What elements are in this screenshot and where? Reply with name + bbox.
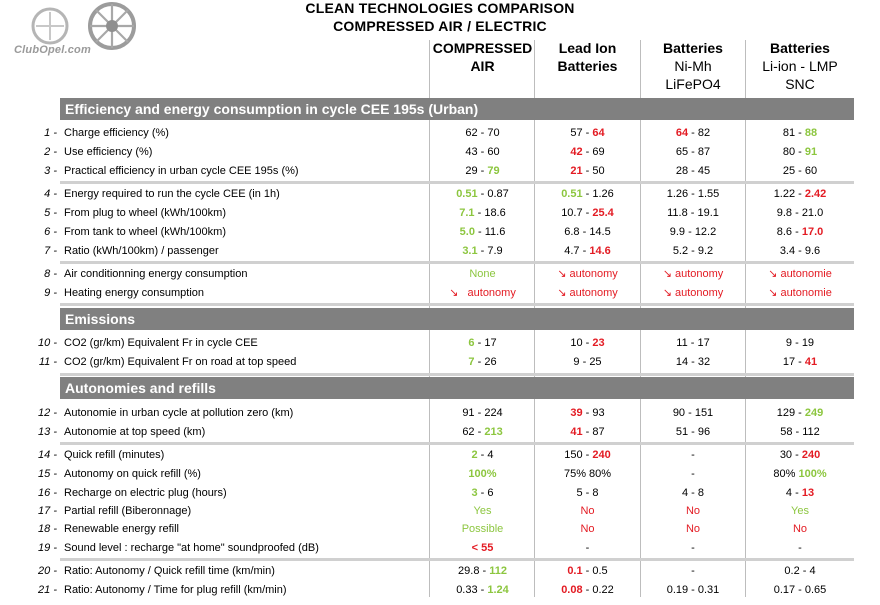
row-number: 9 - [44,287,57,299]
cell-value: 11 - 17 [676,337,710,349]
cell-value: - 7.9 [477,245,503,257]
table-cell [746,520,854,539]
cell-value: 129 - [776,407,805,419]
table-cell [746,465,854,484]
cell-value: 39 [570,407,583,419]
cell-value: - 0.22 [582,584,614,596]
row-label: From tank to wheel (kWh/100km) [64,226,226,238]
cell-value: 0.17 - 0.65 [773,584,827,596]
cell-value: - 0.5 [582,565,608,577]
section-header-emissions: Emissions [60,308,854,330]
cell-value: 3.4 - 9.6 [779,245,821,257]
column-header-liion [746,39,854,95]
cell-value: - 6 [477,487,494,499]
cell-value: 58 - 112 [780,426,820,438]
table-row [0,124,880,143]
cell-value: ↘ autonomy [557,268,618,280]
cell-value: 5.0 [459,226,475,238]
table-cell [746,502,854,521]
column-header-line: Ni-Mh [674,58,712,74]
column-header-nimh [641,39,745,95]
cell-value: 65 - 87 [675,146,711,158]
cell-value: No [580,523,595,535]
column-header-lead-ion [535,39,640,95]
cell-value: No [685,505,701,517]
column-header-line: SNC [785,76,815,92]
cell-value: No [580,505,595,517]
row-number: 11 - [38,356,57,368]
cell-value: Yes [791,505,809,517]
cell-value: 11.8 - 19.1 [667,207,719,219]
table-cell [535,334,640,353]
table-cell [535,162,640,181]
cell-value: 80 - [782,146,805,158]
cell-value: - 82 [688,127,711,139]
row-separator [60,181,854,184]
table-cell [641,423,745,442]
table-row [0,143,880,162]
table-cell [431,242,534,261]
cell-value: 28 - 45 [675,165,711,177]
cell-value: - 26 [474,356,497,368]
table-cell [641,465,745,484]
cell-value: 0.2 - 4 [784,565,816,577]
table-cell [746,284,854,303]
row-separator [60,303,854,306]
cell-value: 2.42 [804,188,827,200]
cell-value: 43 - 60 [465,146,500,158]
cell-value: 1.24 [487,584,509,596]
table-cell [641,223,745,242]
cell-value: 79 [487,165,500,177]
cell-value: 75% 80% [563,468,612,480]
table-cell [535,502,640,521]
cell-value: 64 [592,127,605,139]
cell-value: 9.8 - 21.0 [776,207,824,219]
table-cell [431,334,534,353]
cell-value: 100% [468,468,497,480]
cell-value: 0.1 [567,565,583,577]
row-label: Heating energy consumption [64,287,205,299]
table-cell [641,404,745,423]
cell-value: - [691,565,695,577]
cell-value: 25 - 60 [782,165,818,177]
table-cell [431,162,534,181]
table-cell [535,484,640,503]
table-cell [431,124,534,143]
table-cell [535,353,640,372]
table-cell [641,502,745,521]
cell-value: - [691,468,695,480]
table-row [0,520,880,539]
cell-value: 41 [804,356,818,368]
cell-value: 57 - [570,127,593,139]
cell-value: 6.8 - 14.5 [564,226,611,238]
cell-value: 7 [468,356,475,368]
column-header-line: AIR [470,58,495,74]
cell-value: 8.6 - [776,226,802,238]
table-cell [641,520,745,539]
table-row [0,185,880,204]
cell-value: 10.7 - [561,207,593,219]
cell-value: 1.22 - [773,188,805,200]
cell-value: Yes [473,505,492,517]
cell-value: - 1.26 [582,188,614,200]
row-label: Ratio: Autonomy / Quick refill time (km/min) [64,565,275,577]
cell-value: ↘ autonomy [557,287,618,299]
row-separator [60,558,854,561]
table-row [0,334,880,353]
table-cell [746,539,854,558]
cell-value: 3 [471,487,478,499]
table-cell [431,284,534,303]
cell-value: - [691,542,695,554]
column-header-line: Batteries [557,58,618,74]
cell-value: 17 - [782,356,805,368]
table-cell [641,484,745,503]
column-header-line: COMPRESSED [432,40,533,56]
table-cell [535,265,640,284]
row-label: Autonomie at top speed (km) [64,426,206,438]
cell-value: ↘ autonomy [662,287,724,299]
table-row [0,162,880,181]
row-separator [60,442,854,445]
cell-value: 0.08 [561,584,583,596]
row-number: 5 - [44,207,57,219]
table-cell [535,465,640,484]
row-label: Charge efficiency (%) [64,127,169,139]
cell-value: 41 [570,426,583,438]
cell-value: 6 [468,337,475,349]
column-header-line: Lead Ion [558,40,617,56]
table-cell [431,520,534,539]
table-row [0,562,880,581]
table-cell [746,484,854,503]
row-number: 1 - [44,127,57,139]
cell-value: < 55 [471,542,494,554]
row-label: Practical efficiency in urban cycle CEE 195s (%) [64,165,299,177]
row-number: 7 - [44,245,57,257]
table-cell [431,265,534,284]
cell-value: 9 - 19 [785,337,815,349]
row-label: Recharge on electric plug (hours) [64,487,227,499]
row-label: Energy required to run the cycle CEE (in 1h) [64,188,280,200]
row-number: 2 - [44,146,57,158]
cell-value: - 17 [474,337,497,349]
table-cell [641,353,745,372]
table-cell [535,223,640,242]
table-cell [641,334,745,353]
row-label: Quick refill (minutes) [64,449,165,461]
table-row [0,404,880,423]
column-header-line: LiFePO4 [665,76,721,92]
table-cell [641,242,745,261]
table-row [0,423,880,442]
table-cell [431,404,534,423]
cell-value: 3.1 [462,245,478,257]
table-cell [431,446,534,465]
cell-value: - 69 [582,146,605,158]
row-number: 8 - [44,268,57,280]
cell-value: 1.26 - 1.55 [666,188,720,200]
cell-value: 91 [804,146,818,158]
cell-value: - 18.6 [474,207,506,219]
cell-value: ↘ autonomie [768,268,832,280]
row-number: 20 - [38,565,57,577]
table-cell [535,539,640,558]
row-number: 17 - [38,505,57,517]
table-row [0,465,880,484]
table-row [0,223,880,242]
table-cell [746,353,854,372]
page-title: CLEAN TECHNOLOGIES COMPARISON [305,0,575,16]
table-cell [746,185,854,204]
cell-value: 30 - [779,449,802,461]
table-cell [641,539,745,558]
cell-value: 88 [804,127,818,139]
table-cell [535,423,640,442]
row-number: 10 - [38,337,57,349]
row-label: Sound level : recharge "at home" soundproofed (dB) [64,542,319,554]
cell-value: ↘ autonomy [449,287,516,299]
cell-value: 62 - [462,426,485,438]
section-header-efficiency: Efficiency and energy consumption in cycle CEE 195s (Urban) [60,98,854,120]
table-cell [431,223,534,242]
row-label: Partial refill (Biberonnage) [64,505,192,517]
cell-value: ↘ autonomy [662,268,724,280]
table-cell [746,223,854,242]
row-label: CO2 (gr/km) Equivalent Fr on road at top speed [64,356,297,368]
cell-value: 17.0 [801,226,824,238]
cell-value: 5 - 8 [576,487,599,499]
cell-value: 23 [592,337,605,349]
table-cell [746,162,854,181]
table-cell [431,353,534,372]
column-header-line: Li-ion - LMP [762,58,838,74]
cell-value: 21 [570,165,583,177]
table-cell [746,265,854,284]
column-header-line: Batteries [663,40,723,56]
cell-value: 91 - 224 [462,407,503,419]
cell-value: ↘ autonomie [768,287,832,299]
page-subtitle: COMPRESSED AIR / ELECTRIC [333,18,547,34]
cell-value: 4.7 - [564,245,590,257]
table-cell [641,265,745,284]
table-cell [535,204,640,223]
table-cell [431,185,534,204]
row-number: 21 - [38,584,57,596]
table-cell [431,539,534,558]
cell-value: 213 [484,426,503,438]
cell-value: None [469,268,496,280]
table-row [0,242,880,261]
table-cell [431,562,534,581]
table-cell [746,124,854,143]
table-cell [746,404,854,423]
row-label: Air conditionning energy consumption [64,268,248,280]
table-cell [746,423,854,442]
cell-value: - 50 [582,165,605,177]
cell-value: 5.2 - 9.2 [672,245,714,257]
cell-value: 240 [592,449,611,461]
cell-value: 9.9 - 12.2 [669,226,717,238]
table-cell [431,423,534,442]
cell-value: - 87 [582,426,605,438]
cell-value: 150 - [564,449,593,461]
cell-value: 14 - 32 [675,356,711,368]
table-cell [535,242,640,261]
row-number: 14 - [38,449,57,461]
cell-value: 90 - 151 [672,407,714,419]
table-row [0,204,880,223]
cell-value: 100% [798,468,827,480]
cell-value: No [792,523,808,535]
cell-value: 64 [675,127,689,139]
table-cell [746,581,854,600]
cell-value: No [685,523,701,535]
table-cell [641,562,745,581]
table-row [0,353,880,372]
table-cell [641,124,745,143]
table-cell [535,520,640,539]
cell-value: 0.51 [561,188,583,200]
table-cell [535,143,640,162]
cell-value: - [798,542,802,554]
table-cell [431,484,534,503]
table-cell [746,204,854,223]
row-label: Ratio (kWh/100km) / passenger [64,245,219,257]
table-cell [431,581,534,600]
table-row [0,446,880,465]
cell-value: 29.8 - [458,565,490,577]
cell-value: 4 - 8 [681,487,704,499]
cell-value: - [585,542,590,554]
cell-value: - 4 [477,449,494,461]
cell-value: 240 [801,449,821,461]
cell-value: - 11.6 [474,226,506,238]
cell-value: 249 [804,407,824,419]
cell-value: - 93 [582,407,605,419]
cell-value: 0.19 - 0.31 [666,584,720,596]
cell-value: 14.6 [589,245,611,257]
cell-value: 29 - [465,165,488,177]
table-cell [535,446,640,465]
table-cell [535,562,640,581]
cell-value: 112 [489,565,507,577]
cell-value: 10 - [570,337,593,349]
cell-value: 0.33 - [456,584,488,596]
row-number: 15 - [38,468,57,480]
table-cell [535,284,640,303]
table-cell [641,581,745,600]
table-cell [535,124,640,143]
table-cell [746,562,854,581]
table-cell [431,204,534,223]
row-number: 13 - [38,426,57,438]
table-row [0,265,880,284]
table-row [0,539,880,558]
cell-value: 2 [471,449,478,461]
row-label: From plug to wheel (kWh/100km) [64,207,226,219]
table-cell [641,204,745,223]
row-label: CO2 (gr/km) Equivalent Fr in cycle CEE [64,337,258,349]
row-label: Autonomie in urban cycle at pollution zero (km) [64,407,294,419]
cell-value: 4 - [785,487,802,499]
cell-value: - 0.87 [477,188,509,200]
row-label: Use efficiency (%) [64,146,153,158]
cell-value: 25.4 [592,207,614,219]
table-row [0,284,880,303]
table-cell [641,446,745,465]
row-separator [60,373,854,376]
table-cell [535,581,640,600]
cell-value: 13 [801,487,815,499]
table-cell [431,143,534,162]
column-header-line: Batteries [770,40,830,56]
row-label: Renewable energy refill [64,523,179,535]
row-number: 3 - [44,165,57,177]
table-cell [431,465,534,484]
table-row [0,484,880,503]
cell-value: Possible [461,523,504,535]
cell-value: 51 - 96 [675,426,711,438]
row-number: 16 - [38,487,57,499]
cell-value: 7.1 [459,207,475,219]
table-cell [431,502,534,521]
table-row [0,502,880,521]
table-cell [746,446,854,465]
row-number: 18 - [38,523,57,535]
column-header-compressed-air [431,39,534,95]
table-cell [746,242,854,261]
cell-value: - [691,449,695,461]
cell-value: 42 [570,146,583,158]
table-cell [641,162,745,181]
table-cell [535,185,640,204]
table-cell [746,334,854,353]
row-separator [60,261,854,264]
table-cell [746,143,854,162]
table-cell [535,404,640,423]
table-cell [641,185,745,204]
row-number: 6 - [44,226,57,238]
row-number: 12 - [38,407,57,419]
cell-value: 81 - [782,127,805,139]
cell-value: 9 - 25 [573,356,602,368]
table-cell [641,143,745,162]
row-number: 19 - [38,542,57,554]
row-number: 4 - [44,188,57,200]
row-label: Ratio: Autonomy / Time for plug refill (km/min) [64,584,287,596]
cell-value: 62 - 70 [465,127,500,139]
cell-value: 80% [773,468,799,480]
section-header-autonomies: Autonomies and refills [60,377,854,399]
table-cell [641,284,745,303]
logo-brand-text: ClubOpel.com [14,44,91,56]
table-row [0,581,880,600]
cell-value: 0.51 [456,188,478,200]
row-label: Autonomy on quick refill (%) [64,468,201,480]
